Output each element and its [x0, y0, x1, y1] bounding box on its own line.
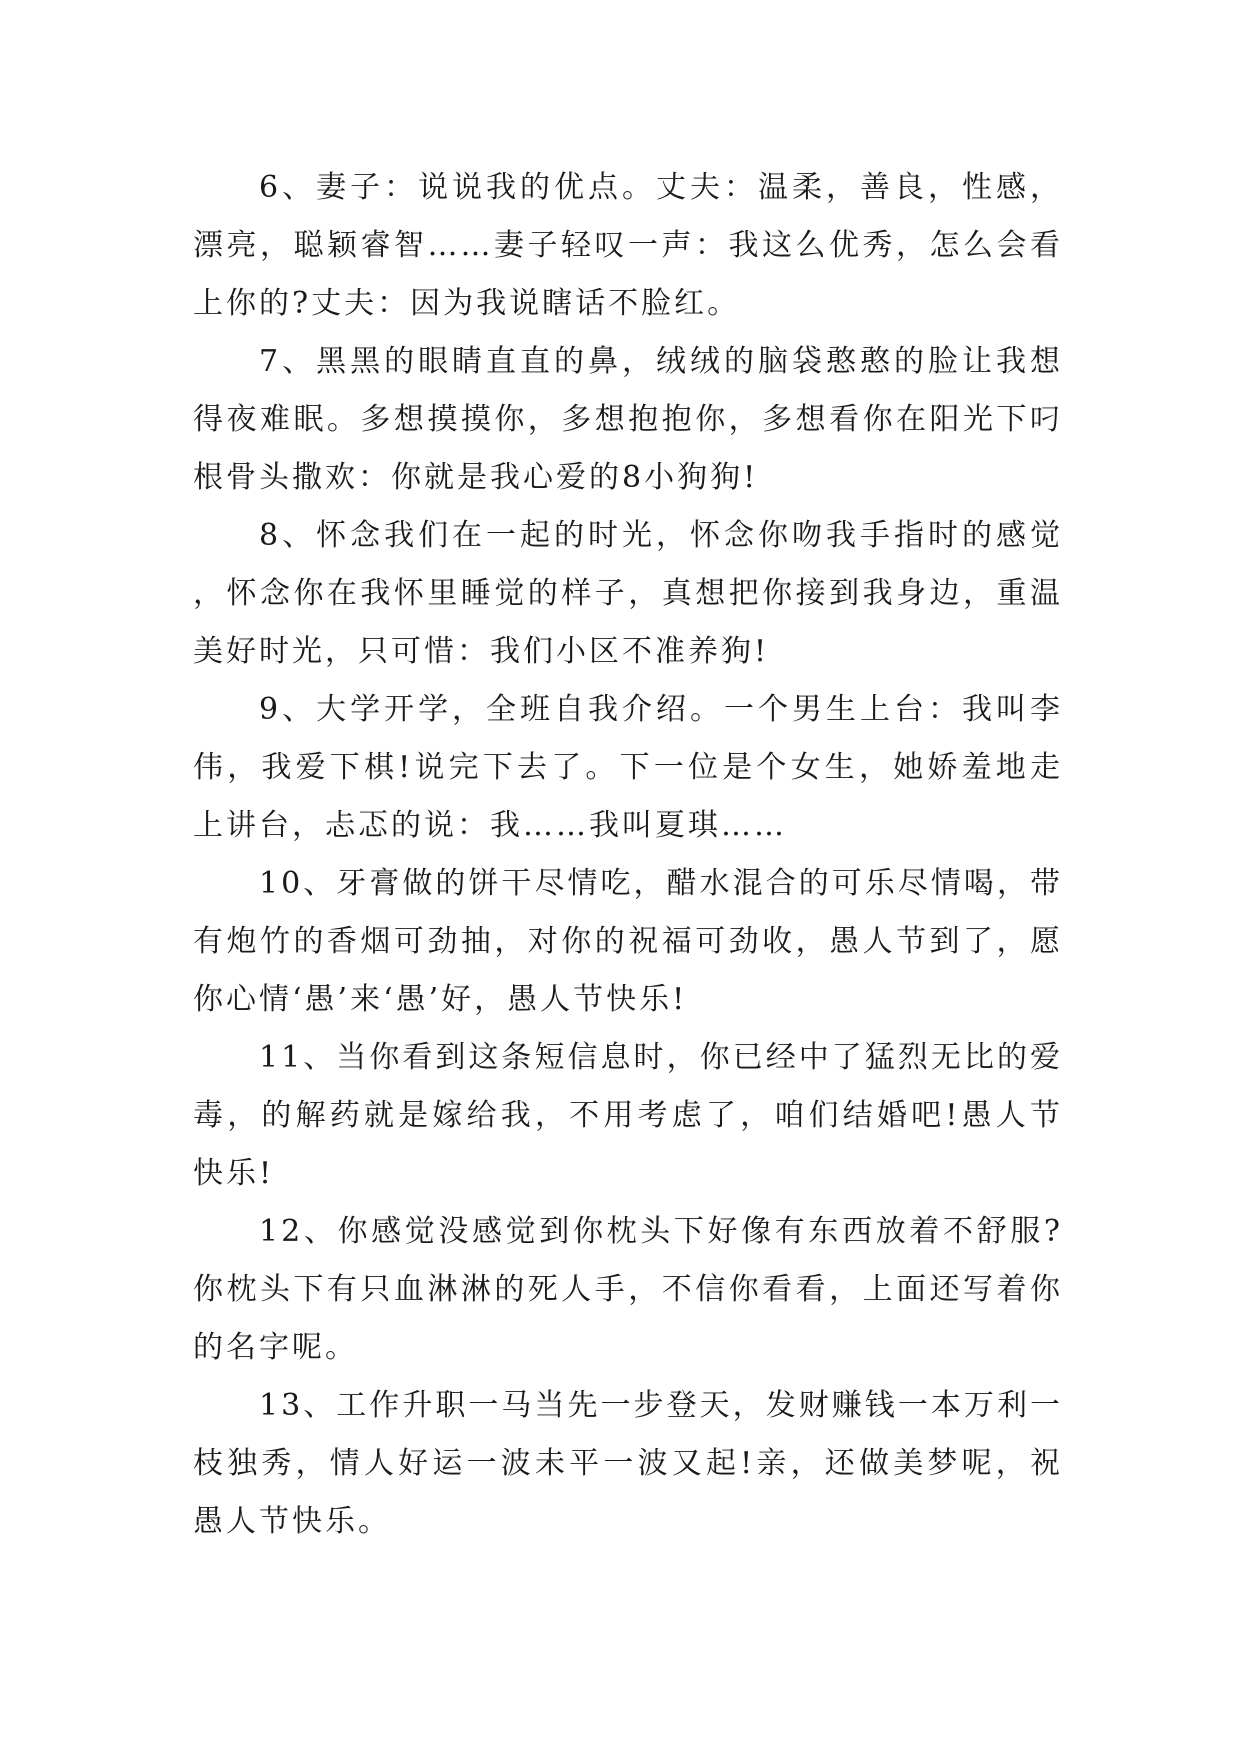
paragraph-13: 13、工作升职一马当先一步登天，发财赚钱一本万利一枝独秀，情人好运一波未平一波又起!亲，还做美梦呢，祝愚人节快乐。	[193, 1388, 1063, 1539]
document-body	[193, 159, 1063, 1551]
paragraph-6: 6、妻子：说说我的优点。丈夫：温柔，善良，性感，漂亮，聪颖睿智……妻子轻叹一声：我这么优秀，怎么会看上你的?丈夫：因为我说瞎话不脸红。	[193, 170, 1063, 321]
paragraph-7: 7、黑黑的眼睛直直的鼻，绒绒的脑袋憨憨的脸让我想得夜难眠。多想摸摸你，多想抱抱你，多想看你在阳光下叼根骨头撒欢：你就是我心爱的8小狗狗!	[193, 344, 1063, 495]
paragraph-11: 11、当你看到这条短信息时，你已经中了猛烈无比的爱毒，的解药就是嫁给我，不用考虑了，咱们结婚吧!愚人节快乐!	[193, 1040, 1063, 1191]
paragraph-9: 9、大学开学，全班自我介绍。一个男生上台：我叫李伟，我爱下棋!说完下去了。下一位是个女生，她娇羞地走上讲台，忐忑的说：我……我叫夏琪……	[193, 692, 1063, 843]
paragraph-12: 12、你感觉没感觉到你枕头下好像有东西放着不舒服?你枕头下有只血淋淋的死人手，不信你看看，上面还写着你的名字呢。	[193, 1214, 1063, 1365]
paragraph-8: 8、怀念我们在一起的时光，怀念你吻我手指时的感觉，怀念你在我怀里睡觉的样子，真想把你接到我身边，重温美好时光，只可惜：我们小区不准养狗!	[193, 518, 1063, 669]
paragraph-10: 10、牙膏做的饼干尽情吃，醋水混合的可乐尽情喝，带有炮竹的香烟可劲抽，对你的祝福可劲收，愚人节到了，愿你心情‘愚’来‘愚’好，愚人节快乐!	[193, 866, 1063, 1017]
